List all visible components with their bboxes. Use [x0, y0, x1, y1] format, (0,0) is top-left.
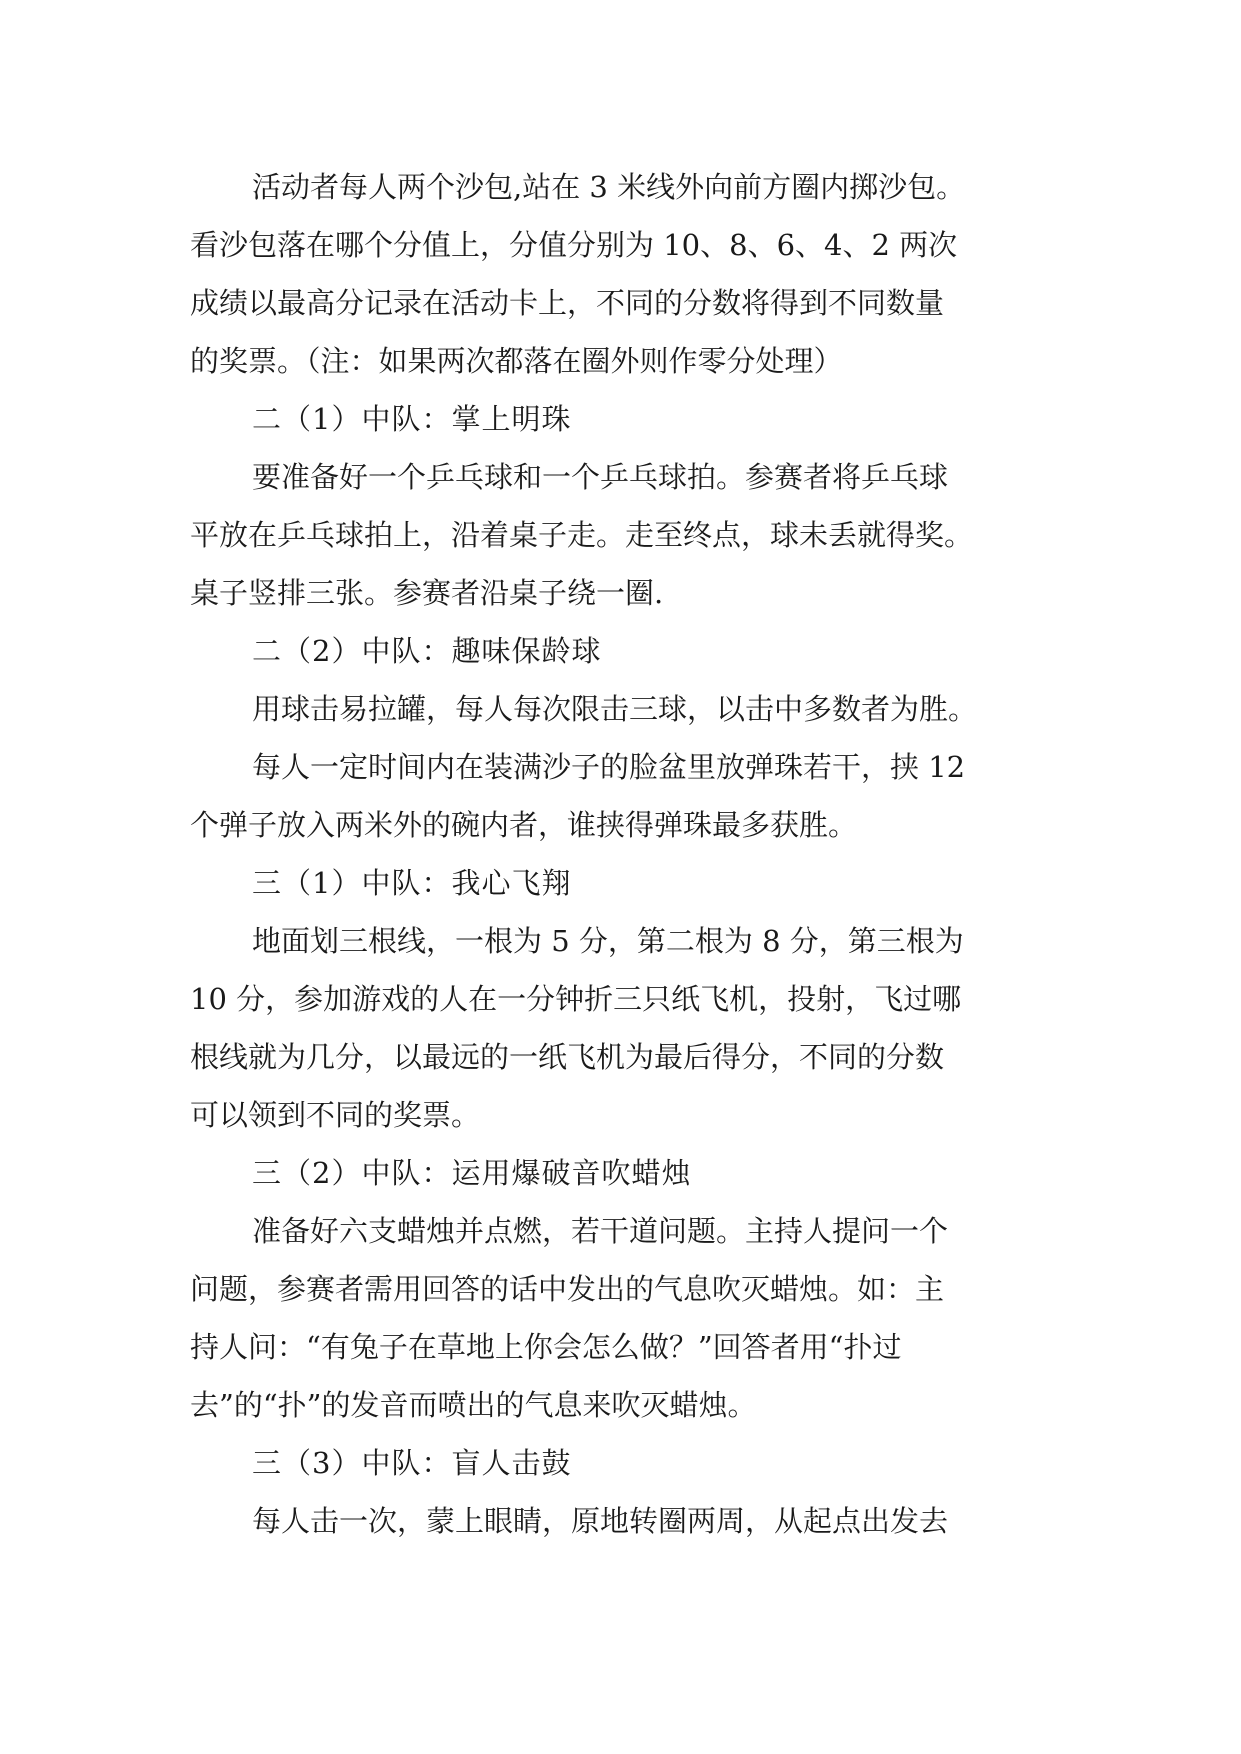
body-line: 桌子竖排三张。参赛者沿桌子绕一圈.	[190, 576, 664, 610]
section-heading: 二（1）中队：掌上明珠	[252, 402, 572, 436]
body-line: 活动者每人两个沙包,站在 3 米线外向前方圈内掷沙包。	[252, 170, 966, 204]
body-line: 10 分，参加游戏的人在一分钟折三只纸飞机，投射，飞过哪	[190, 982, 962, 1016]
body-line: 每人一定时间内在装满沙子的脸盆里放弹珠若干，挟 12	[252, 750, 966, 784]
body-line: 用球击易拉罐，每人每次限击三球，以击中多数者为胜。	[252, 692, 978, 726]
body-line: 准备好六支蜡烛并点燃，若干道问题。主持人提问一个	[252, 1214, 949, 1248]
body-line: 看沙包落在哪个分值上，分值分别为 10、8、6、4、2 两次	[190, 228, 958, 262]
body-line: 持人问：“有兔子在草地上你会怎么做？”回答者用“扑过	[190, 1330, 902, 1364]
body-line: 根线就为几分，以最远的一纸飞机为最后得分，不同的分数	[190, 1040, 945, 1074]
body-line: 去”的“扑”的发音而喷出的气息来吹灭蜡烛。	[190, 1388, 757, 1422]
section-heading: 三（2）中队：运用爆破音吹蜡烛	[252, 1156, 692, 1190]
body-line: 的奖票。（注：如果两次都落在圈外则作零分处理）	[190, 344, 843, 378]
section-heading: 三（1）中队：我心飞翔	[252, 866, 572, 900]
body-line: 成绩以最高分记录在活动卡上，不同的分数将得到不同数量	[190, 286, 945, 320]
body-line: 要准备好一个乒乓球和一个乒乓球拍。参赛者将乒乓球	[252, 460, 949, 494]
body-line: 问题，参赛者需用回答的话中发出的气息吹灭蜡烛。如：主	[190, 1272, 945, 1306]
body-line: 可以领到不同的奖票。	[190, 1098, 481, 1132]
body-line: 个弹子放入两米外的碗内者，谁挟得弹珠最多获胜。	[190, 808, 858, 842]
body-line: 每人击一次，蒙上眼睛，原地转圈两周，从起点出发去	[252, 1504, 949, 1538]
section-heading: 三（3）中队：盲人击鼓	[252, 1446, 572, 1480]
body-line: 平放在乒乓球拍上，沿着桌子走。走至终点，球未丢就得奖。	[190, 518, 974, 552]
document-body	[190, 158, 1048, 1550]
body-line: 地面划三根线，一根为 5 分，第二根为 8 分，第三根为	[252, 924, 964, 958]
section-heading: 二（2）中队：趣味保龄球	[252, 634, 602, 668]
